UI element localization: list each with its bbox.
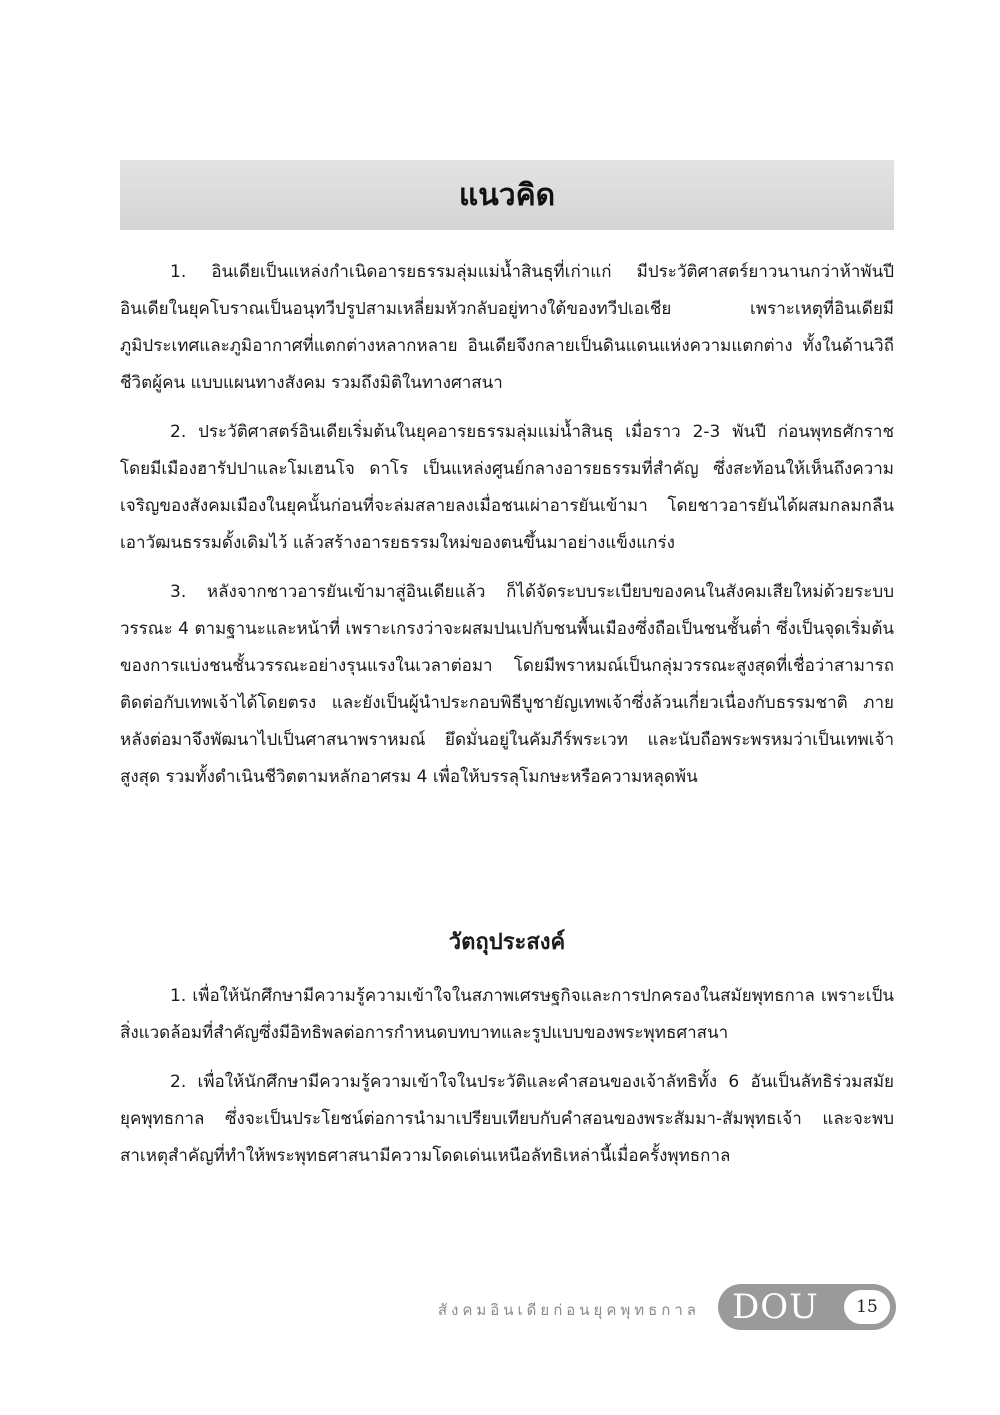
objective-paragraph-2: 2. เพื่อให้นักศึกษามีความรู้ความเข้าใจในประวัติและคำสอนของเจ้าลัทธิทั้ง 6 อันเป็นลัทธิร่วมสมัยยุคพุทธกาล ซึ่งจะเป็นประโยชน์ต่อการนำมาเปรียบเทียบกับคำสอนของพระสัมมา-สัมพุทธเจ้า และจะพบสาเหตุสำคัญที่ทำให้พระพุทธศาสนามีความโดดเด่นเหนือลัทธิเหล่านี้เมื่อครั้งพุทธกาล	[120, 1072, 894, 1166]
concept-heading: แนวคิด	[458, 177, 556, 213]
dou-logo: DOU	[732, 1287, 819, 1327]
footer-book-title: สังคมอินเดียก่อนยุคพุทธกาล	[437, 1301, 700, 1319]
page-number: 15	[844, 1290, 890, 1324]
concept-paragraph-1: 1. อินเดียเป็นแหล่งกำเนิดอารยธรรมลุ่มแม่น้ำสินธุที่เก่าแก่ มีประวัติศาสตร์ยาวนานกว่าห้าพันปี อินเดียในยุคโบราณเป็นอนุทวีปรูปสามเหลี่ยมหัวกลับอยู่ทางใต้ของทวีปเอเชีย เพราะเหตุที่อินเดียมีภูมิประเทศและภูมิอากาศที่แตกต่างหลากหลาย อินเดียจึงกลายเป็นดินแดนแห่งความแตกต่าง ทั้งในด้านวิถีชีวิตผู้คน แบบแผนทางสังคม รวมถึงมิติในทางศาสนา	[120, 262, 894, 393]
concept-section	[120, 254, 894, 808]
objective-paragraph-1: 1. เพื่อให้นักศึกษามีความรู้ความเข้าใจในสภาพเศรษฐกิจและการปกครองในสมัยพุทธกาล เพราะเป็นสิ่งแวดล้อมที่สำคัญซึ่งมีอิทธิพลต่อการกำหนดบทบาทและรูปแบบของพระพุทธศาสนา	[120, 986, 894, 1043]
objectives-heading: วัตถุประสงค์	[448, 930, 566, 955]
concept-heading-band	[120, 160, 894, 230]
footer-badge	[718, 1284, 896, 1330]
objectives-section	[120, 978, 894, 1187]
page-footer	[0, 1284, 1000, 1334]
concept-paragraph-3: 3. หลังจากชาวอารยันเข้ามาสู่อินเดียแล้ว ก็ได้จัดระบบระเบียบของคนในสังคมเสียใหม่ด้วยระบบวรรณะ 4 ตามฐานะและหน้าที่ เพราะเกรงว่าจะผสมปนเปกับชนพื้นเมืองซึ่งถือเป็นชนชั้นต่ำ ซึ่งเป็นจุดเริ่มต้นของการแบ่งชนชั้นวรรณะอย่างรุนแรงในเวลาต่อมา โดยมีพราหมณ์เป็นกลุ่มวรรณะสูงสุดที่เชื่อว่าสามารถติดต่อกับเทพเจ้าได้โดยตรง และยังเป็นผู้นำประกอบพิธีบูชายัญเทพเจ้าซึ่งล้วนเกี่ยวเนื่องกับธรรมชาติ ภายหลังต่อมาจึงพัฒนาไปเป็นศาสนาพราหมณ์ ยึดมั่นอยู่ในคัมภีร์พระเวท และนับถือพระพรหมว่าเป็นเทพเจ้าสูงสุด รวมทั้งดำเนินชีวิตตามหลักอาศรม 4 เพื่อให้บรรลุโมกษะหรือความหลุดพ้น	[120, 582, 894, 787]
concept-paragraph-2: 2. ประวัติศาสตร์อินเดียเริ่มต้นในยุคอารยธรรมลุ่มแม่น้ำสินธุ เมื่อราว 2-3 พันปี ก่อนพุทธศักราช โดยมีเมืองฮารัปปาและโมเฮนโจ ดาโร เป็นแหล่งศูนย์กลางอารยธรรมที่สำคัญ ซึ่งสะท้อนให้เห็นถึงความเจริญของสังคมเมืองในยุคนั้นก่อนที่จะล่มสลายลงเมื่อชนเผ่าอารยันเข้ามา โดยชาวอารยันได้ผสมกลมกลืนเอาวัฒนธรรมดั้งเดิมไว้ แล้วสร้างอารยธรรมใหม่ของตนขึ้นมาอย่างแข็งแกร่ง	[120, 422, 894, 553]
